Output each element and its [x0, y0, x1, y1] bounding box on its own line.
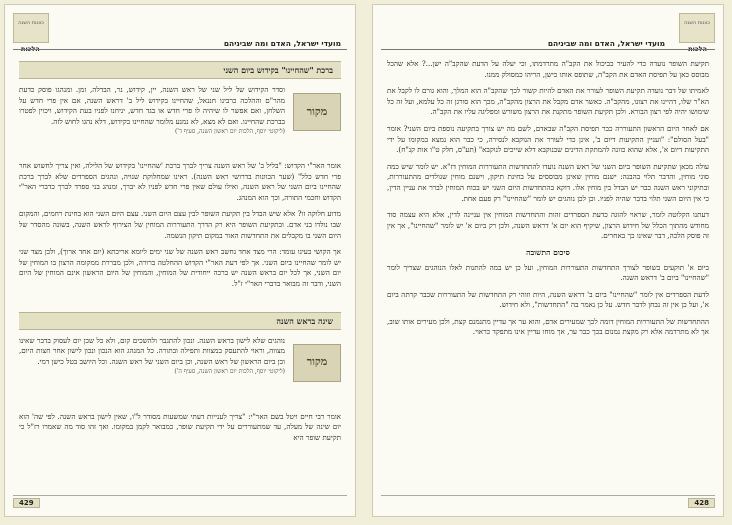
left-content [19, 59, 341, 449]
source-box [19, 336, 341, 406]
page-footer [381, 495, 715, 510]
paragraph: מדוע חלוקה זו? אלא שיש הבדל בין תקיעת השופר לבין עצם היום השני. עצם היום השני הוא בחינת רחמים, והמקום שבו נולדו בני אדם. ובתקיעת השופר היא רק הדרך התעוררות המוחין של הצירוף לראש השנה, בשונה מהסדר של היום השני בו מקבלים את התחדשות האור במקום תיקון הנשמה. [19, 209, 341, 240]
header-tab-label: הלכות [21, 45, 40, 53]
page-number: 428 [688, 498, 715, 508]
right-content [387, 59, 709, 344]
running-title: מועדי ישראל, האדם ומה שביניהם [223, 39, 341, 48]
paragraph: דעתנו הקלוטה לומר, שראוי להוגה כדעת הספרדים זהות והתחדשות המוחין אין עניינה לדין, אלא היא עצמה סוד מחודש מהתוך הכלל של חידוש הרצון, שיקיף הוא יום א' דראש השנה, ולכן רק ביום א' יש לומר "שהחיינו", אך אין זה פוסק הלכה, דבר שאינו כך באחרים. [387, 210, 709, 241]
paragraph: לאמיתו של דבר נועדה תקיעת השופר לעורר את האדם להיות קשור לכך שהקב"ה הוא המלך, והוא גורם לו לקבל את הא"ר שלו, דהיינו את רצונו, מהקב"ה. כאשר אדם מקבל את הרצון מהקב"ה, מכך הוא סורגן זה כל עלמא, ועל זה כל שימושו יהיה לפי רצון הבורא. ולכן תקיעת השופר מתקנת את הרצון משורש ומפליגה עליו את הקב"ה. [387, 86, 709, 117]
source-text: וסדר הקידוש של ליל שני של ראש השנה, יין, קידוש, נר, הבדלה, זמן. ומנהגו פוסק כדעת מהר"ם וההלכה כרבינו חננאל, שהחיינו בקידוש ליל ב' דראש השנה, אם אין פרי חדש על השלחן, ואם אפשר לו שיהיה לו פרי חדש או בגד חדש, יניחנו לפניו בעת הקידוש, ויכוין לפטרו בברכת שהחיינו. ואם לא מצא, לא נמנע מלומר שהחיינו בקידוש, דלא נהגו לחוש לזה. [19, 85, 285, 126]
page-number: 429 [13, 498, 40, 508]
paragraph: אומר האר"י הקדוש: "בליל ב' של ראש השנה צריך לברך ברכת 'שהחיינו' בקידוש של הלילה, ואין צריך לחשוש אחר פרי חדש כלל" (שער הכוונות בדרושי ראש השנה). ראינו שמחלוקת שנויה, ונהגים הספרדים שלא לברך ברכת שהחיינו ביום השני של ראש השנה, ואילו עולם שאין פרי חדש לפניו לא יברך, ומנהג בני ספרד לברך כדברי האר"י הקדוש וחכמי התורה, וכך הוא המנהג. [19, 161, 341, 202]
paragraph: אך הקושי בעינו עומד: הרי מצד אחד נחשב ראש השנה של שני ימים ליומא אריכתא (יום אחד ארוך), ולכן מצד שני יש לומר שהחיינו ביום השני. אך לפי דעת האר"י הקדוש ההחלטה ברורה, ולכן מבררת ממקומה הרצון בו המוחין של יום השני, אך לכל יום בראש השנה יש ברכה ייחודית של המוחין, והמוחין של היום הראשון אינם המוחין של היום השני, ודבר זה מבואר בדברי האר"י ז"ל. [19, 247, 341, 288]
header-tab [13, 13, 49, 43]
summary-heading: סיכום התשובה [526, 247, 570, 257]
source-badge: מקור [293, 344, 341, 382]
paragraph: אומר רבי חיים ויטל בשם האר"י: "צריך לענייות דעתי שמשעות מסודר ל"ו, שאין לישון בראש השנה. לפי שה' הוא יום שינה של מעלה, עד שמתעוררים על ידי תקיעת שופר, כמבואר לקמן במקומו. ואך זהו סוד מה שאמרו רז"ל כי תקיעת שופר היא [19, 411, 341, 442]
header-tab-top: כוונות השנה [684, 20, 710, 26]
left-page [4, 4, 356, 517]
paragraph: לדעת הספרדים אין לומר "שהחיינו" ביום ב' דראש השנה, היות וזוהי רק התחדשות של התעוררות שכבר קרתה ביום א', ועל כן אין זה נבחן לדבר חדש. על כן נאמר בה "התחדשות", ולא חידוש. [387, 289, 709, 310]
source-text: נוהגים שלא לישון בראש השנה. ונכון להתגבר ולהשכים קום, ולא כל שכן יום לעסוק בדבר שאינו מצווה, וראוי להתעסק במצוות ותפילה ובתורה. כל המנהג הוא הנכון ונכון לישון אחר חצות היום, וכן ביום הראשון של ראש השנה, וכן ביום השני של ראש השנה. וכל היושב בטל כישן דמי. [19, 335, 285, 366]
source-badge: מקור [293, 93, 341, 131]
paragraph: עולה מכאן שתקיעת השופר ביום השני של ראש השנה נועדו להתחדשות התעוררות המוחין דז"א. יש לומר שיש כמה סוגי מוחין, והדבר תלוי בהבנה: ישנם מוחין שאינן מבוססים על בחינת תיקון, וישנם מוחין שנולדים מהתעוררות, ובתיקוני ראש השנה כבר יש הבדל בין מוחין אלו. דוקא בהתחדשות היום השני יש בכוח המוחין לברר את עניין הדין, כי אין היום השני תלוי בדבר שהיה לפניו. וכן לכן נוהגים יש לומר "שהחיינו" רק פעם אחת. [387, 161, 709, 203]
header-tab-label: הלכות [688, 45, 707, 53]
paragraph: תקיעת השופר נועדה כדי להעיר כביכול את הקב"ה מתרדמתו, וכי יעלה על הדעת שהקב"ה ישן...? אלא שהכל מבוסס כאן על תפיסת האדם את הקב"ה, שתופס אותו כישן, הריהו כמסולק ממנו. [387, 59, 709, 79]
right-page [372, 4, 724, 517]
source-citation: (ליקוטי יוסף, הלכות יום ראשון השנה, סעיף ד') [174, 128, 285, 136]
paragraph: ביום א' תוקעים בשופר לצורך התחדשות התעוררות המוחין, ועל כן יש במה להתנות לאלו הנוהגים שצריך לומר "שהחיינו" ביום ב' דראש השנה. [387, 262, 709, 283]
page-footer [13, 495, 347, 510]
section-title-shehecheyanu: ברכת "שהחיינו" בקידוש ביום השני [19, 61, 341, 79]
running-title: מועדי ישראל, האדם ומה שביניהם [547, 39, 665, 48]
source-citation: (ליקוטי יוסף, הלכות יום ראשון השנה, סעיף ה') [174, 368, 285, 376]
header-rule [13, 49, 347, 50]
section-title-sleep: שינה בראש השנה [19, 312, 341, 330]
header-tab-top: כוונות השנה [18, 20, 44, 26]
paragraph: אם לאחר היום הראשון התעוררה כבר תפיסת הקב"ה שבאדם, לשם מה יש צורך בתקיעה נוספת ביום השני? אומר "בעל הסולם": "ועניין התקיעות דיום ב', אינן כדי לעורר את הנוקבא לנסירה, כי כבר הוא נמצא במקומו על ידי התקיעות דיום א', אלא שהוא כוונה להמתקת הדינים שבנוקבא דלא שייכים לנוקבא" (תע"ס, חלק ט"ו אות קנ"ח). [387, 123, 709, 155]
header-tab [679, 13, 715, 43]
source-box [19, 85, 341, 155]
header-rule [381, 49, 715, 50]
paragraph: ההתחדשות של התעוררות המוחין דומה לכך שמעירים אדם, והוא ער אך עדיין מתנמנם קצת, ולכן מעירים אותו שוב, אך לא מתרדמה אלא רק מקצת נמנום בכך כבר ער, אך מוחו עדיין אינו מתפקד כראוי. [387, 316, 709, 337]
